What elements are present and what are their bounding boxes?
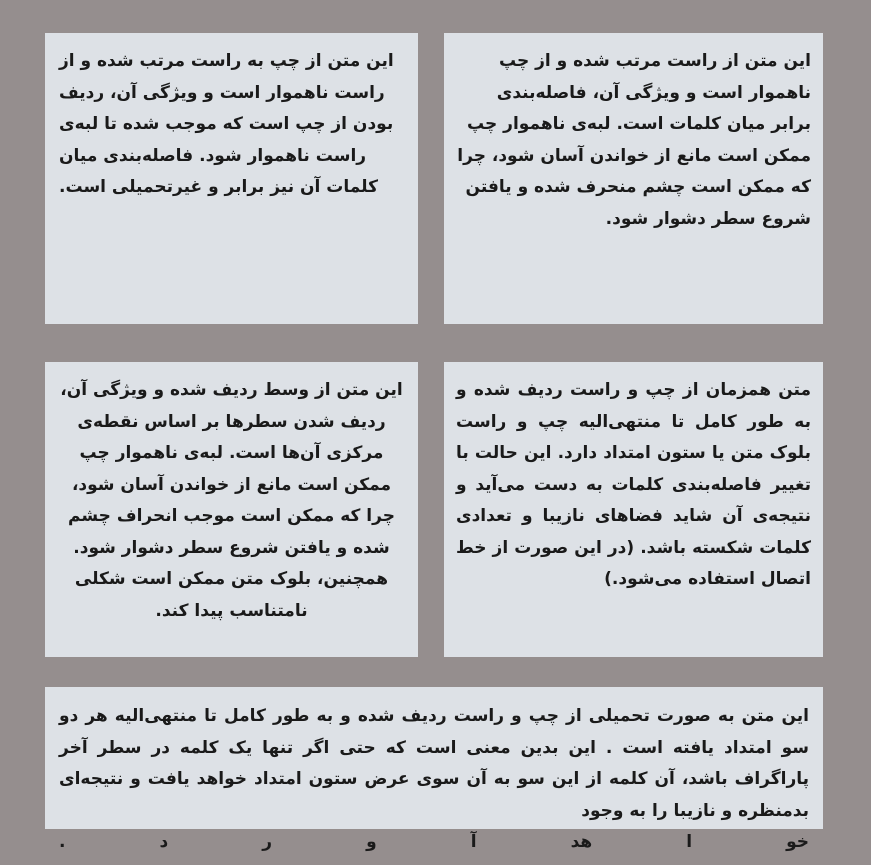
forced-justified-last-line [59, 827, 809, 859]
spread-letter: . [59, 832, 66, 852]
forced-justified-text-card [45, 687, 823, 852]
forced-justified-paragraph: این متن به صورت تحمیلی از چپ و راست ردیف شده و به طور کامل تا منتهی‌الیه هر دو سو امتداد یافته است . این بدین معنی است که حتی اگر تنها یک کلمه در سطر آخر پاراگراف باشد، آن کلمه از این سو به آن سوی عرض ستون امتداد خواهد یافت و نتیجه‌ای بدمنظره و نازیبا را به وجود [59, 706, 809, 821]
spread-letter: هد [570, 832, 593, 852]
left-aligned-paragraph: این متن از چپ به راست مرتب شده و از راست ناهموار است و ویژگی آن، ردیف بودن از چپ است که موجب شده تا لبه‌ی راست ناهموار شود. فاصله‌بندی میان کلمات آن نیز برابر و غیرتحمیلی است. [59, 51, 394, 197]
spread-letter: و [366, 832, 377, 852]
right-aligned-paragraph: این متن از راست مرتب شده و از چپ ناهموار است و ویژگی آن، فاصله‌بندی برابر میان کلمات است. لبه‌ی ناهموار چپ ممکن است مانع از خواندن آسان شود، چرا که ممکن است چشم منحرف شده و یافتن شروع سطر دشوار شود. [457, 51, 811, 229]
spread-letter: ر [262, 832, 273, 852]
centered-text-card [45, 362, 418, 657]
spread-letter: د [159, 832, 169, 852]
spread-letter: ا [686, 832, 693, 852]
left-aligned-text-card [45, 33, 418, 324]
justified-text-card [444, 362, 823, 657]
spread-letter: آ [470, 832, 477, 852]
centered-paragraph: این متن از وسط ردیف شده و ویژگی آن، ردیف شدن سطرها بر اساس نقطه‌ی مرکزی آن‌ها است. لبه‌ی ناهموار چپ ممکن است مانع از خواندن آسان شود، چرا که ممکن است موجب انحراف چشم شده و یافتن شروع سطر دشوار شود. همچنین، بلوک متن ممکن است شکلی نامتناسب پیدا کند. [60, 380, 403, 621]
spread-letter: خو [786, 832, 809, 852]
right-aligned-text-card [444, 33, 823, 324]
justified-paragraph: متن همزمان از چپ و راست ردیف شده و به طور کامل تا منتهی‌الیه چپ و راست بلوک متن یا ستون امتداد دارد. این حالت با تغییر فاصله‌بندی کلمات به دست می‌آید و نتیجه‌ی آن شاید فضاهای نازیبا و تعدادی کلمات شکسته باشد. (در این صورت از خط اتصال استفاده می‌شود.) [456, 380, 811, 589]
